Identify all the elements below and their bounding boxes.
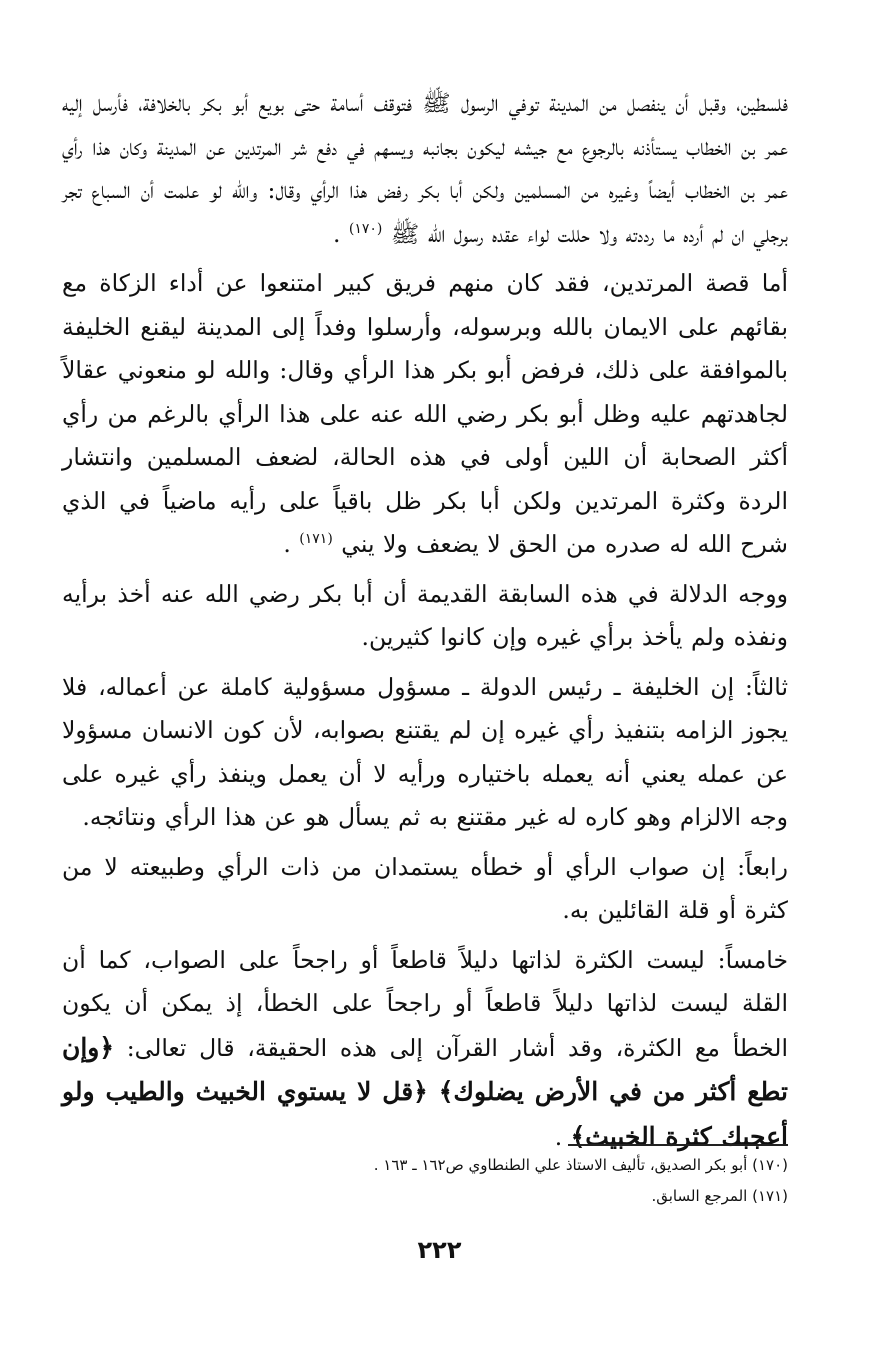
paragraph-end: .: [283, 530, 300, 558]
paragraph-text: رابعاً: إن صواب الرأي أو خطأه يستمدان من ذات الرأي وطبيعته لا من كثرة أو قلة القائلين به.: [62, 852, 788, 924]
page-body: [62, 82, 788, 1159]
paragraph-fifth: [62, 939, 788, 1160]
footnote-171: (١٧١) المرجع السابق.: [651, 1187, 788, 1205]
paragraph-end: .: [332, 219, 349, 248]
paragraph-evidence: [62, 573, 788, 660]
paragraph-apostates: [62, 262, 788, 567]
paragraph-third: [62, 666, 788, 840]
paragraph-usama-army: [62, 82, 788, 256]
paragraph-text: فلسطين، وقبل أن ينفصل من المدينة توفي الرسول ﷺ فتوقف أسامة حتى بويع أبو بكر بالخلافة، فأرسل إليه عمر بن الخطاب يستأذنه بالرجوع مع جيشه ليكون بجانبه ويسهم في دفع شر المرتدين عن المدينة وكان هذا رأي عمر بن الخطاب أيضاً وغيره من المسلمين ولكن أبا بكر رفض هذا الرأي وقال: والله لو علمت أن السباع تجر برجلي ان لم أرده ما رددته ولا حللت لواء عقده رسول الله ﷺ: [62, 89, 788, 248]
footnote-ref-170: (١٧٠): [348, 220, 383, 237]
footnote-170: (١٧٠) أبو بكر الصديق، تأليف الاستاذ علي الطنطاوي ص١٦٢ ـ ١٦٣ .: [373, 1156, 788, 1174]
paragraph-text: أما قصة المرتدين، فقد كان منهم فريق كبير امتنعوا عن أداء الزكاة مع بقائهم على الايمان بالله وبرسوله، وأرسلوا وفداً إلى المدينة ليقنع الخليفة بالموافقة على ذلك، فرفض أبو بكر هذا الرأي وقال: والله لو منعوني عقالاً لجاهدتهم عليه وظل أبو بكر رضي الله عنه على هذا الرأي بالرغم من رأي أكثر الصحابة أن اللين أولى في هذه الحالة، لضعف المسلمين وانتشار الردة وكثرة المرتدين ولكن أبا بكر ظل باقياً على رأيه ماضياً في الذي شرح الله له صدره من الحق لا يضعف ولا يني: [62, 269, 788, 558]
paragraph-text: خامساً: ليست الكثرة لذاتها دليلاً قاطعاً أو راجحاً على الصواب، كما أن القلة ليست لذاتها دليلاً قاطعاً أو راجحاً على الخطأ، إذ يمكن أن يكون الخطأ مع الكثرة، وقد أشار القرآن إلى هذه الحقيقة، قال تعالى:: [62, 945, 788, 1062]
quran-verse: ﴿وإن تطع أكثر من في الأرض يضلوك﴾ ﴿قل لا يستوي الخبيث والطيب ولو أعجبك كثرة الخبيث﴾: [62, 1032, 788, 1151]
paragraph-text: ثالثاً: إن الخليفة ـ رئيس الدولة ـ مسؤول مسؤولية كاملة عن أعماله، فلا يجوز الزامه بتنفيذ رأي غيره إن لم يقتنع بصوابه، لأن كون الانسان مسؤولا عن عمله يعني أنه يعمله باختياره ورأيه لا أن يعمل وينفذ رأي غيره على وجه الالزام وهو كاره له غير مقتنع به ثم يسأل هو عن هذا الرأي ونتائجه.: [62, 672, 788, 831]
paragraph-end: .: [554, 1122, 571, 1151]
footnote-ref-171: (١٧١): [299, 531, 333, 548]
paragraph-text: ووجه الدلالة في هذه السابقة القديمة أن أبا بكر رضي الله عنه أخذ برأيه ونفذه ولم يأخذ برأي غيره وإن كانوا كثيرين.: [62, 579, 788, 651]
page-number: ٢٢٢: [417, 1236, 462, 1264]
footnote-divider: [568, 1144, 788, 1146]
footnotes: [88, 1150, 788, 1212]
paragraph-fourth: [62, 846, 788, 933]
